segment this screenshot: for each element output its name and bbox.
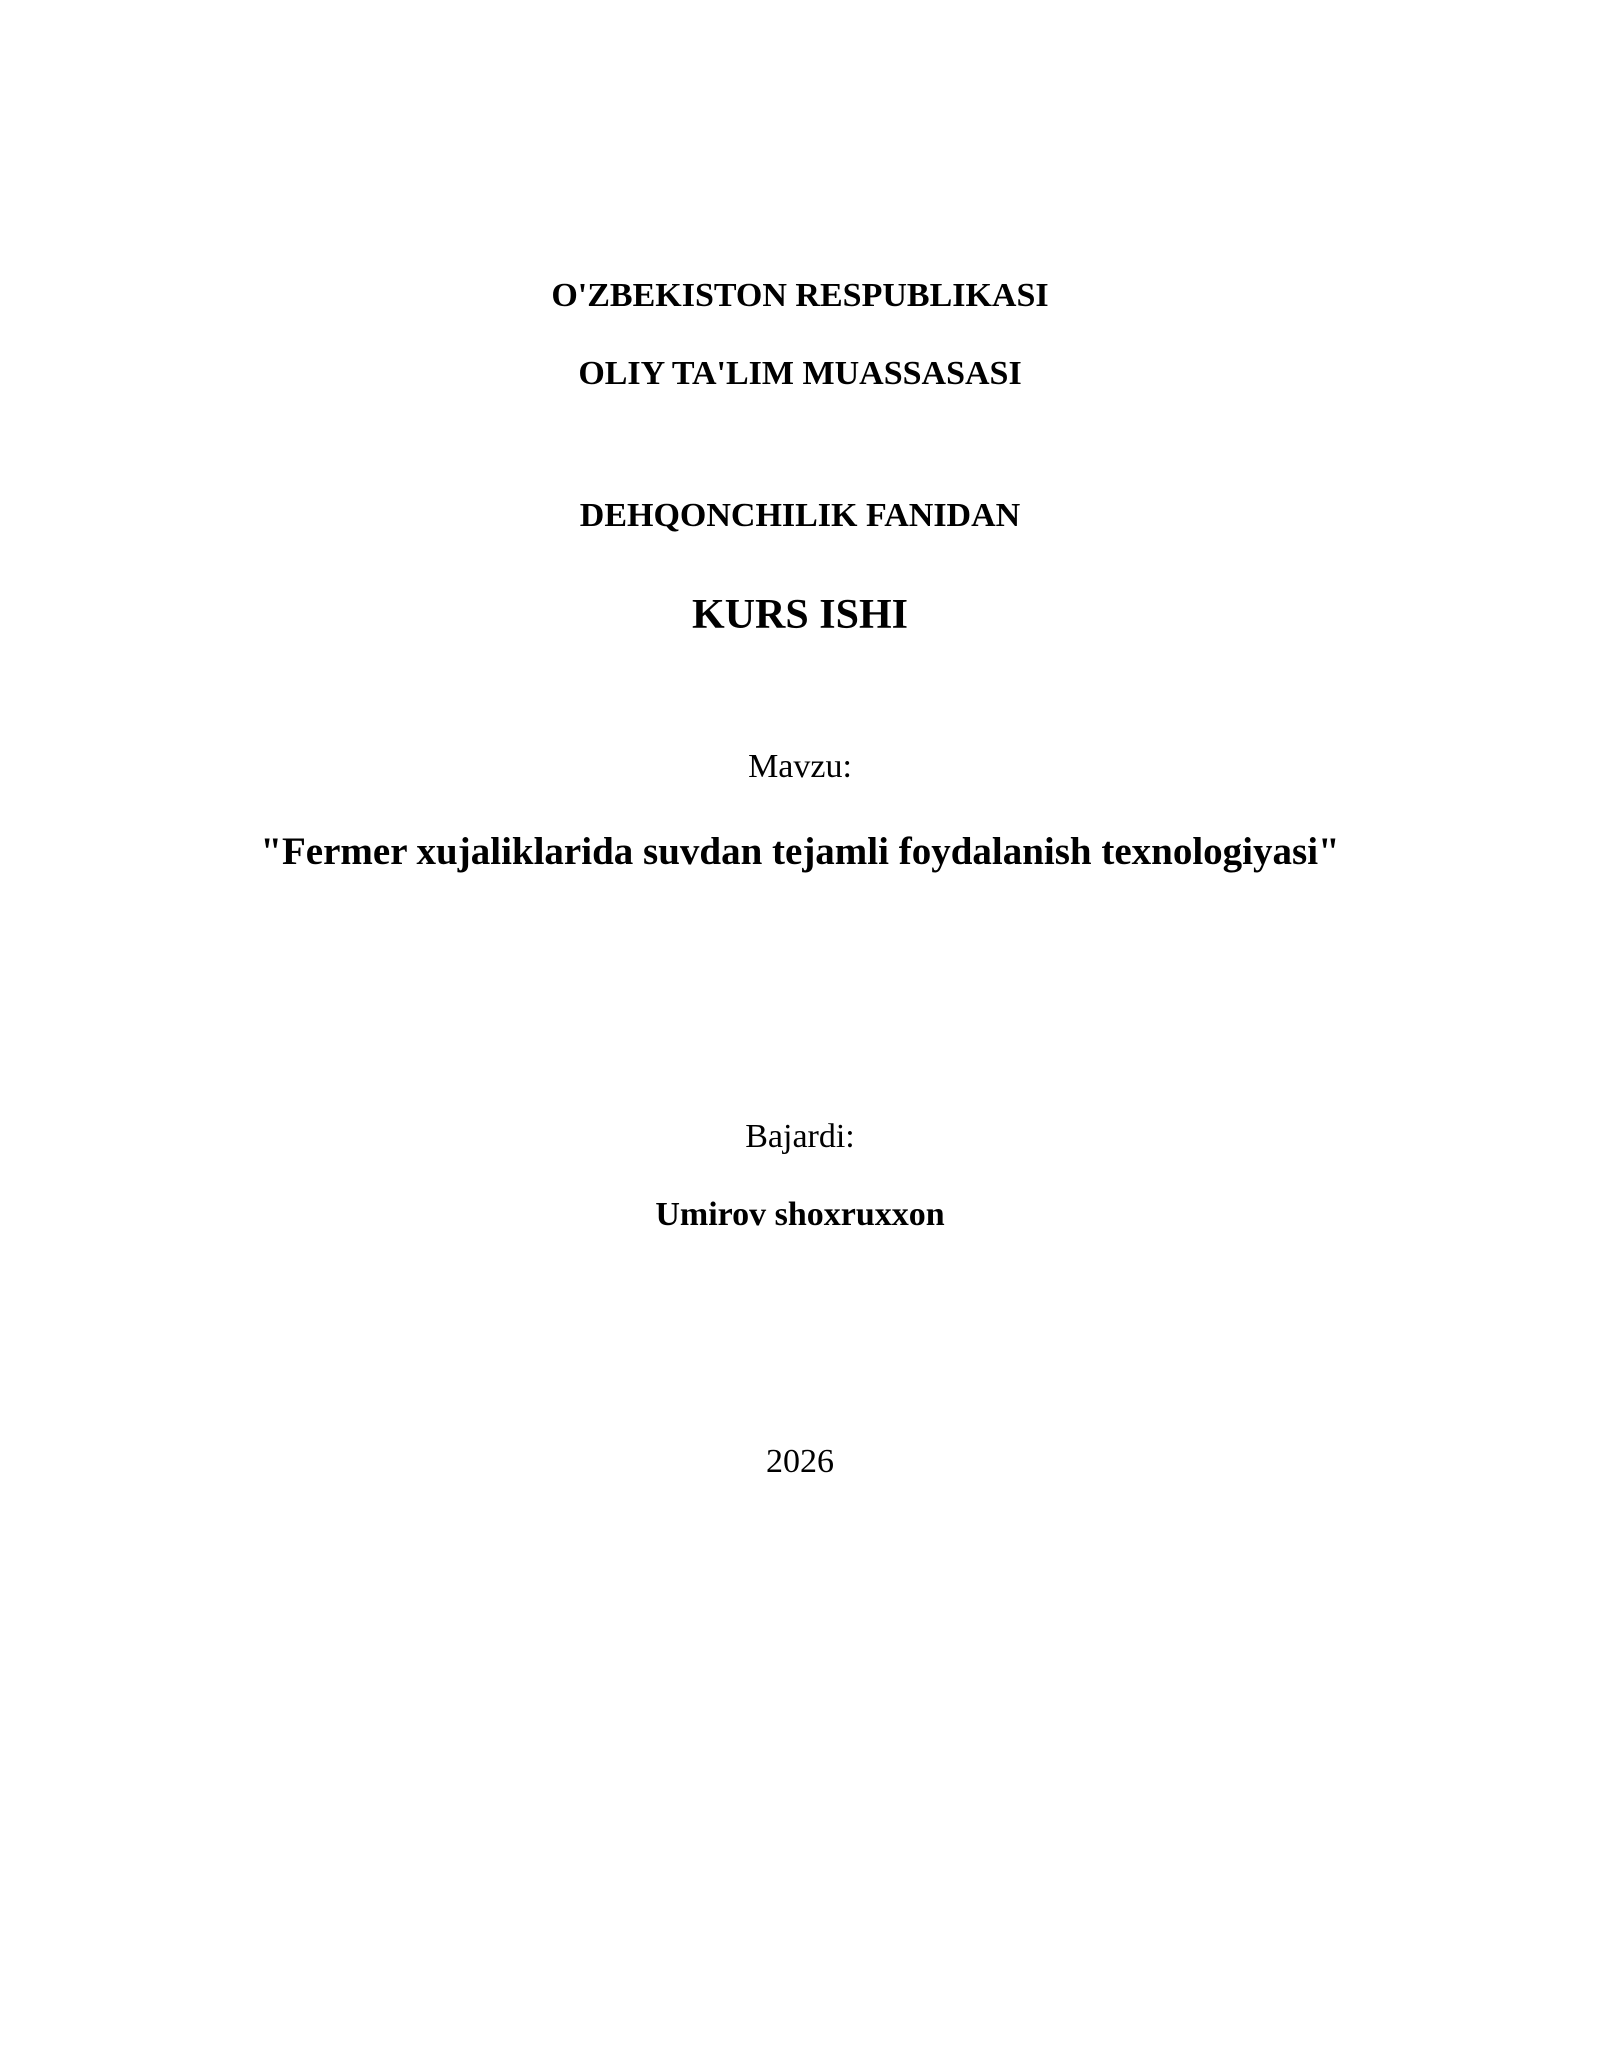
work-type-title: KURS ISHI [692, 592, 908, 638]
year-text: 2026 [766, 1443, 834, 1480]
topic-label: Mavzu: [748, 748, 852, 785]
author-label: Bajardi: [745, 1118, 855, 1155]
country-heading: O'ZBEKISTON RESPUBLIKASI [551, 277, 1049, 314]
subject-heading: DEHQONCHILIK FANIDAN [579, 497, 1021, 534]
institution-heading: OLIY TA'LIM MUASSASASI [578, 355, 1022, 392]
author-name: Umirov shoxruxxon [655, 1196, 945, 1233]
topic-title: "Fermer xujaliklarida suvdan tejamli foydalanish texnologiyasi" [260, 830, 1340, 873]
